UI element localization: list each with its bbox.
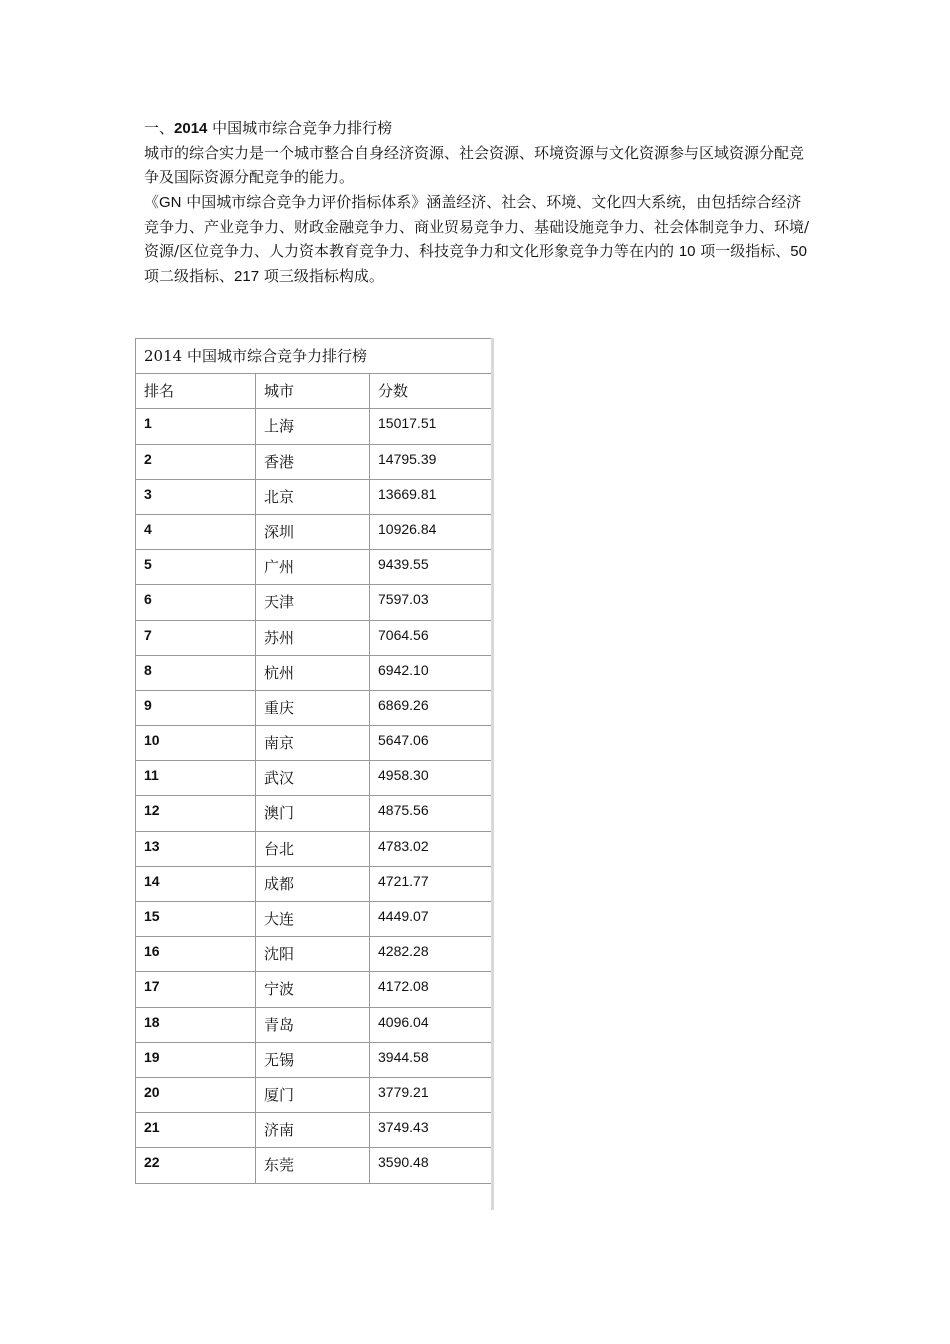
city-cell: 北京 [256, 479, 370, 514]
city-cell: 广州 [256, 550, 370, 585]
table-row [136, 1077, 494, 1112]
score-cell: 4282.28 [370, 937, 494, 972]
rank-cell: 11 [136, 761, 256, 796]
city-cell: 上海 [256, 409, 370, 444]
table-row [136, 726, 494, 761]
score-cell: 3944.58 [370, 1042, 494, 1077]
table-row [136, 514, 494, 549]
rank-cell: 9 [136, 690, 256, 725]
rank-cell: 19 [136, 1042, 256, 1077]
table-header-row [136, 374, 494, 409]
table-row [136, 444, 494, 479]
table-row [136, 1007, 494, 1042]
score-cell: 7064.56 [370, 620, 494, 655]
city-cell: 香港 [256, 444, 370, 479]
ranking-table [135, 338, 494, 1184]
rank-cell: 3 [136, 479, 256, 514]
table-row [136, 1148, 494, 1183]
city-cell: 南京 [256, 726, 370, 761]
table-row [136, 1042, 494, 1077]
score-cell: 5647.06 [370, 726, 494, 761]
table-caption: 2014 中国城市综合竞争力排行榜 [136, 339, 494, 374]
score-cell: 6942.10 [370, 655, 494, 690]
heading-year: 2014 [174, 120, 208, 137]
table-row [136, 972, 494, 1007]
table-body [136, 409, 494, 1183]
city-cell: 青岛 [256, 1007, 370, 1042]
score-cell: 4096.04 [370, 1007, 494, 1042]
city-cell: 苏州 [256, 620, 370, 655]
table-row [136, 796, 494, 831]
score-cell: 4875.56 [370, 796, 494, 831]
city-cell: 济南 [256, 1113, 370, 1148]
rank-cell: 14 [136, 866, 256, 901]
score-cell: 15017.51 [370, 409, 494, 444]
table-row [136, 479, 494, 514]
table-row [136, 1113, 494, 1148]
header-city: 城市 [256, 374, 370, 409]
table-row [136, 902, 494, 937]
intro-paragraph-1: 城市的综合实力是一个城市整合自身经济资源、社会资源、环境资源与文化资源参与区域资源分配竞争及国际资源分配竞争的能力。 [144, 144, 805, 187]
rank-cell: 18 [136, 1007, 256, 1042]
intro-paragraph-2 [144, 190, 810, 290]
score-cell: 3749.43 [370, 1113, 494, 1148]
city-cell: 东莞 [256, 1148, 370, 1183]
rank-cell: 15 [136, 902, 256, 937]
header-score: 分数 [370, 374, 494, 409]
rank-cell: 20 [136, 1077, 256, 1112]
city-cell: 成都 [256, 866, 370, 901]
city-cell: 天津 [256, 585, 370, 620]
score-cell: 3590.48 [370, 1148, 494, 1183]
table-row [136, 831, 494, 866]
rank-cell: 16 [136, 937, 256, 972]
rank-cell: 21 [136, 1113, 256, 1148]
p2-part1: 中国城市综合竞争力评价指标体系》涵盖经济、社会、环境、文化四大系统，由包括综合经济竞争力、产业竞争力、财政金融竞争力、商业贸易竞争力、基础设施竞争力、社会体制竞争力、环境/资源/区位竞争力、人力资本教育竞争力、科技竞争力和文化形象竞争力等在内的 [144, 192, 810, 261]
p2-count-level2: 50 [790, 243, 807, 261]
rank-cell: 17 [136, 972, 256, 1007]
score-cell: 4172.08 [370, 972, 494, 1007]
table-row [136, 409, 494, 444]
rank-cell: 2 [136, 444, 256, 479]
city-cell: 杭州 [256, 655, 370, 690]
table-row [136, 620, 494, 655]
city-cell: 澳门 [256, 796, 370, 831]
score-cell: 10926.84 [370, 514, 494, 549]
city-cell: 无锡 [256, 1042, 370, 1077]
p2-count-level1: 10 [678, 243, 696, 261]
score-cell: 7597.03 [370, 585, 494, 620]
city-cell: 大连 [256, 902, 370, 937]
table-row [136, 655, 494, 690]
score-cell: 4958.30 [370, 761, 494, 796]
score-cell: 4449.07 [370, 902, 494, 937]
score-cell: 9439.55 [370, 550, 494, 585]
score-cell: 13669.81 [370, 479, 494, 514]
city-cell: 厦门 [256, 1077, 370, 1112]
p2-count-level3: 217 [234, 268, 260, 286]
rank-cell: 12 [136, 796, 256, 831]
rank-cell: 13 [136, 831, 256, 866]
rank-cell: 22 [136, 1148, 256, 1183]
rank-cell: 8 [136, 655, 256, 690]
rank-cell: 4 [136, 514, 256, 549]
city-cell: 武汉 [256, 761, 370, 796]
table-row [136, 585, 494, 620]
rank-cell: 10 [136, 726, 256, 761]
rank-cell: 5 [136, 550, 256, 585]
rank-cell: 7 [136, 620, 256, 655]
heading-text: 中国城市综合竞争力排行榜 [207, 119, 393, 137]
header-rank: 排名 [136, 374, 256, 409]
city-cell: 宁波 [256, 972, 370, 1007]
table-caption-row [136, 339, 494, 374]
rank-cell: 6 [136, 585, 256, 620]
table-row [136, 866, 494, 901]
score-cell: 3779.21 [370, 1077, 494, 1112]
p2-part4: 项三级指标构成。 [259, 267, 384, 286]
p2-open-bracket: 《 [144, 192, 160, 211]
score-cell: 4783.02 [370, 831, 494, 866]
p2-part3: 项二级指标、 [144, 267, 235, 286]
table-row [136, 937, 494, 972]
p2-part2: 项一级指标、 [695, 242, 791, 261]
city-cell: 沈阳 [256, 937, 370, 972]
city-cell: 重庆 [256, 690, 370, 725]
score-cell: 6869.26 [370, 690, 494, 725]
intro-section [144, 116, 810, 289]
table-row [136, 690, 494, 725]
rank-cell: 1 [136, 409, 256, 444]
score-cell: 4721.77 [370, 866, 494, 901]
heading-prefix: 一、 [144, 119, 175, 137]
city-cell: 深圳 [256, 514, 370, 549]
table-row [136, 550, 494, 585]
section-heading [144, 116, 810, 141]
table-row [136, 761, 494, 796]
table-right-edge [491, 338, 494, 1210]
city-cell: 台北 [256, 831, 370, 866]
p2-gn: GN [159, 193, 182, 211]
score-cell: 14795.39 [370, 444, 494, 479]
